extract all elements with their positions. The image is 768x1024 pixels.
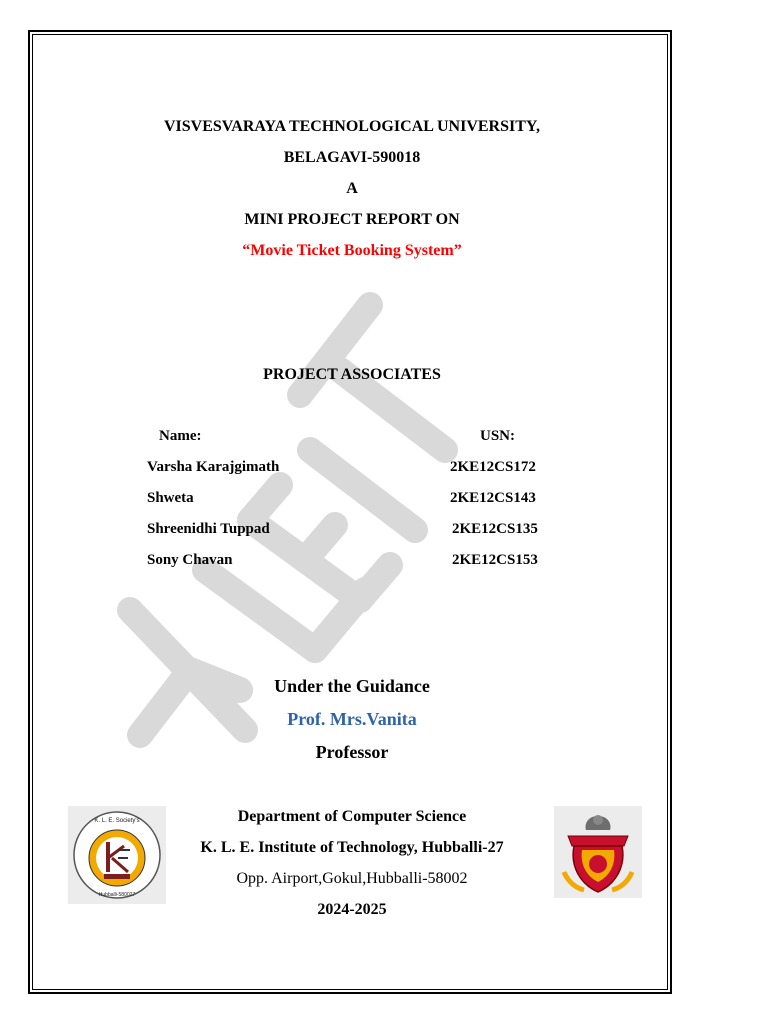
department-name: Department of Computer Science	[237, 808, 467, 825]
article-a: A	[346, 180, 358, 197]
university-location: BELAGAVI-590018	[283, 149, 421, 166]
report-title: MINI PROJECT REPORT ON	[244, 211, 460, 228]
project-title: “Movie Ticket Booking System”	[242, 242, 462, 259]
member-usn: 2KE12CS135	[452, 521, 538, 537]
associates-heading: PROJECT ASSOCIATES	[263, 366, 441, 383]
member-name: Varsha Karajgimath	[147, 459, 280, 475]
academic-year: 2024-2025	[317, 901, 387, 918]
university-name: VISVESVARAYA TECHNOLOGICAL UNIVERSITY,	[164, 118, 540, 135]
guide-name: Prof. Mrs.Vanita	[287, 709, 417, 729]
name-column-header: Name:	[159, 428, 202, 444]
member-usn: 2KE12CS172	[450, 459, 536, 475]
member-name: Shweta	[147, 490, 194, 506]
guidance-heading: Under the Guidance	[274, 676, 430, 696]
les-society-logo	[554, 806, 642, 898]
member-usn: 2KE12CS143	[450, 490, 536, 506]
svg-text:K. L. E. Society's: K. L. E. Society's	[94, 818, 140, 824]
institute-address: Opp. Airport,Gokul,Hubballi-58002	[236, 870, 468, 887]
usn-column-header: USN:	[480, 428, 516, 444]
member-name: Shreenidhi Tuppad	[147, 521, 270, 537]
member-name: Sony Chavan	[147, 552, 233, 568]
guide-designation: Professor	[315, 742, 389, 762]
institute-name: K. L. E. Institute of Technology, Hubballi-27	[200, 839, 504, 856]
svg-text:Hubballi-580027: Hubballi-580027	[98, 892, 136, 898]
kle-institute-logo	[68, 806, 166, 904]
member-usn: 2KE12CS153	[452, 552, 538, 568]
